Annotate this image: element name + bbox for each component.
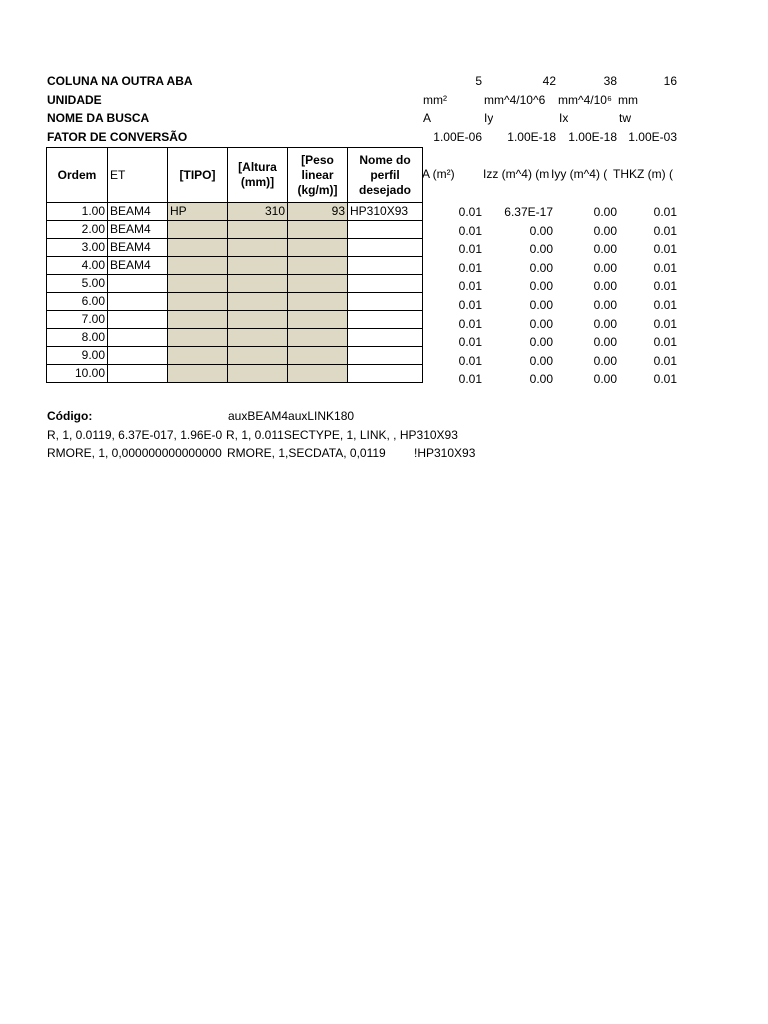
code-label: Código: bbox=[47, 409, 93, 423]
calc-cell: 0.00 bbox=[529, 353, 553, 368]
calc-cell: 0.01 bbox=[653, 297, 677, 312]
header-label-coluna: COLUNA NA OUTRA ABA bbox=[47, 74, 193, 88]
cell-ordem: 7.00 bbox=[47, 311, 108, 329]
calc-row bbox=[422, 315, 682, 334]
header-peso: [Peso linear (kg/m)] bbox=[288, 148, 348, 203]
cell-nome bbox=[348, 365, 423, 383]
cell-altura[interactable] bbox=[228, 365, 288, 383]
cell-et bbox=[108, 275, 168, 293]
cell-ordem: 6.00 bbox=[47, 293, 108, 311]
calc-cell: 0.01 bbox=[653, 242, 677, 257]
cell-et bbox=[108, 293, 168, 311]
calc-row bbox=[422, 277, 682, 296]
calc-cell: 0.01 bbox=[458, 242, 482, 257]
unit-ix: mm^4/10⁶ bbox=[558, 93, 612, 107]
code-line1-b: R, 1, 0.011SECTYPE, 1, LINK, , HP310X93 bbox=[226, 428, 458, 442]
cell-ordem: 9.00 bbox=[47, 347, 108, 365]
search-tw: tw bbox=[619, 111, 631, 125]
calc-row bbox=[422, 203, 682, 222]
table-row bbox=[47, 275, 423, 293]
calc-header-iyy: Iyy (m^4) ( bbox=[551, 167, 608, 181]
calc-cell: 0.01 bbox=[458, 297, 482, 312]
table-row bbox=[47, 329, 423, 347]
calc-cell: 0.00 bbox=[593, 372, 617, 387]
header-nome: Nome do perfil desejado bbox=[348, 148, 423, 203]
cell-tipo[interactable] bbox=[168, 221, 228, 239]
coluna-value-tw: 16 bbox=[663, 74, 677, 88]
cell-tipo[interactable] bbox=[168, 347, 228, 365]
cell-tipo[interactable] bbox=[168, 239, 228, 257]
calc-row bbox=[422, 296, 682, 315]
calc-cell: 0.01 bbox=[653, 223, 677, 238]
unit-iy: mm^4/10^6 bbox=[484, 93, 546, 107]
cell-nome bbox=[348, 221, 423, 239]
cell-nome: HP310X93 bbox=[348, 203, 423, 221]
calc-cell: 0.00 bbox=[593, 242, 617, 257]
cell-altura[interactable] bbox=[228, 293, 288, 311]
calc-cell: 0.00 bbox=[593, 335, 617, 350]
cell-ordem: 3.00 bbox=[47, 239, 108, 257]
cell-et bbox=[108, 365, 168, 383]
cell-et: BEAM4 bbox=[108, 221, 168, 239]
search-iy: Iy bbox=[484, 111, 494, 125]
calc-header-a: A (m²) bbox=[422, 167, 455, 181]
cell-tipo[interactable] bbox=[168, 311, 228, 329]
calc-header-izz: Izz (m^4) (m bbox=[483, 167, 550, 181]
cell-nome bbox=[348, 311, 423, 329]
unit-tw: mm bbox=[618, 93, 638, 107]
cell-nome bbox=[348, 257, 423, 275]
cell-nome bbox=[348, 347, 423, 365]
cell-altura[interactable] bbox=[228, 311, 288, 329]
calc-cell: 0.00 bbox=[529, 242, 553, 257]
calc-header-row bbox=[422, 147, 682, 203]
calc-cell: 0.01 bbox=[458, 223, 482, 238]
calc-cell: 0.01 bbox=[458, 260, 482, 275]
cell-et: BEAM4 bbox=[108, 203, 168, 221]
table-row bbox=[47, 365, 423, 383]
calc-cell: 0.00 bbox=[593, 297, 617, 312]
calc-cell: 0.01 bbox=[458, 205, 482, 219]
calc-cell: 0.00 bbox=[593, 260, 617, 275]
cell-peso[interactable] bbox=[288, 275, 348, 293]
calc-row bbox=[422, 259, 682, 278]
coluna-value-a: 5 bbox=[475, 74, 482, 88]
calc-cell: 0.00 bbox=[529, 297, 553, 312]
cell-ordem: 10.00 bbox=[47, 365, 108, 383]
calc-cell: 0.00 bbox=[593, 316, 617, 331]
calc-cell: 0.01 bbox=[653, 372, 677, 387]
header-tipo: [TIPO] bbox=[168, 148, 228, 203]
cell-nome bbox=[348, 293, 423, 311]
cell-peso[interactable] bbox=[288, 293, 348, 311]
calc-cell: 0.01 bbox=[653, 279, 677, 294]
calc-cell: 0.00 bbox=[529, 335, 553, 350]
code-aux: auxBEAM4auxLINK180 bbox=[228, 409, 355, 423]
calc-block bbox=[422, 147, 682, 389]
calc-cell: 0.00 bbox=[593, 353, 617, 368]
table-row bbox=[47, 203, 423, 221]
cell-et bbox=[108, 311, 168, 329]
calc-cell: 0.01 bbox=[653, 205, 677, 219]
calc-cell: 0.00 bbox=[529, 279, 553, 294]
cell-altura[interactable] bbox=[228, 257, 288, 275]
code-line2-b: RMORE, 1,SECDATA, 0,0119 bbox=[227, 446, 386, 460]
cell-tipo[interactable] bbox=[168, 365, 228, 383]
cell-et bbox=[108, 329, 168, 347]
header-et: ET bbox=[108, 148, 168, 203]
factor-iy: 1.00E-18 bbox=[507, 130, 556, 144]
table-row bbox=[47, 239, 423, 257]
cell-nome bbox=[348, 275, 423, 293]
calc-cell: 0.00 bbox=[593, 223, 617, 238]
calc-cell: 6.37E-17 bbox=[504, 205, 553, 219]
coluna-value-iy: 42 bbox=[542, 74, 556, 88]
table-row bbox=[47, 347, 423, 365]
cell-altura[interactable] bbox=[228, 221, 288, 239]
calc-cell: 0.01 bbox=[458, 335, 482, 350]
cell-ordem: 4.00 bbox=[47, 257, 108, 275]
cell-et bbox=[108, 347, 168, 365]
unit-a: mm² bbox=[423, 93, 447, 107]
calc-cell: 0.00 bbox=[593, 205, 617, 219]
calc-cell: 0.00 bbox=[593, 279, 617, 294]
cell-tipo[interactable]: HP bbox=[168, 203, 228, 221]
calc-cell: 0.01 bbox=[458, 372, 482, 387]
cell-ordem: 1.00 bbox=[47, 203, 108, 221]
header-label-fator: FATOR DE CONVERSÃO bbox=[47, 130, 188, 144]
search-ix: Ix bbox=[559, 111, 569, 125]
cell-altura[interactable] bbox=[228, 275, 288, 293]
table-row bbox=[47, 311, 423, 329]
cell-et: BEAM4 bbox=[108, 239, 168, 257]
cell-ordem: 8.00 bbox=[47, 329, 108, 347]
calc-cell: 0.00 bbox=[529, 223, 553, 238]
calc-cell: 0.01 bbox=[653, 335, 677, 350]
cell-altura[interactable] bbox=[228, 347, 288, 365]
calc-cell: 0.01 bbox=[458, 316, 482, 331]
cell-nome bbox=[348, 239, 423, 257]
factor-tw: 1.00E-03 bbox=[628, 130, 677, 144]
cell-ordem: 2.00 bbox=[47, 221, 108, 239]
calc-cell: 0.01 bbox=[653, 260, 677, 275]
cell-altura[interactable] bbox=[228, 239, 288, 257]
cell-peso[interactable] bbox=[288, 365, 348, 383]
header-label-unidade: UNIDADE bbox=[47, 93, 102, 107]
calc-row bbox=[422, 333, 682, 352]
cell-ordem: 5.00 bbox=[47, 275, 108, 293]
cell-tipo[interactable] bbox=[168, 257, 228, 275]
cell-peso[interactable] bbox=[288, 239, 348, 257]
cell-tipo[interactable] bbox=[168, 293, 228, 311]
calc-cell: 0.00 bbox=[529, 316, 553, 331]
coluna-value-ix: 38 bbox=[603, 74, 617, 88]
cell-peso[interactable] bbox=[288, 221, 348, 239]
cell-et: BEAM4 bbox=[108, 257, 168, 275]
header-label-busca: NOME DA BUSCA bbox=[47, 111, 150, 125]
cell-peso[interactable] bbox=[288, 329, 348, 347]
cell-tipo[interactable] bbox=[168, 329, 228, 347]
header-ordem: Ordem bbox=[47, 148, 108, 203]
cell-altura[interactable] bbox=[228, 329, 288, 347]
search-a: A bbox=[423, 111, 432, 125]
code-line2-c: !HP310X93 bbox=[414, 446, 476, 460]
calc-cell: 0.01 bbox=[458, 279, 482, 294]
table-header-row bbox=[47, 148, 423, 203]
cell-peso[interactable]: 93 bbox=[288, 203, 348, 221]
factor-a: 1.00E-06 bbox=[433, 130, 482, 144]
calc-row bbox=[422, 222, 682, 241]
header-altura: [Altura (mm)] bbox=[228, 148, 288, 203]
cell-tipo[interactable] bbox=[168, 275, 228, 293]
calc-row bbox=[422, 240, 682, 259]
calc-cell: 0.00 bbox=[529, 372, 553, 387]
table-row bbox=[47, 257, 423, 275]
cell-peso[interactable] bbox=[288, 311, 348, 329]
table-row bbox=[47, 221, 423, 239]
calc-cell: 0.01 bbox=[653, 316, 677, 331]
calc-row bbox=[422, 370, 682, 389]
table-row bbox=[47, 293, 423, 311]
calc-cell: 0.00 bbox=[529, 260, 553, 275]
calc-cell: 0.01 bbox=[458, 353, 482, 368]
cell-altura[interactable]: 310 bbox=[228, 203, 288, 221]
profile-table bbox=[46, 147, 423, 383]
cell-peso[interactable] bbox=[288, 347, 348, 365]
code-line2-a: RMORE, 1, 0,000000000000000 bbox=[47, 446, 222, 460]
cell-nome bbox=[348, 329, 423, 347]
calc-cell: 0.01 bbox=[653, 353, 677, 368]
calc-row bbox=[422, 352, 682, 371]
factor-ix: 1.00E-18 bbox=[568, 130, 617, 144]
code-line1-a: R, 1, 0.0119, 6.37E-017, 1.96E-0 bbox=[47, 428, 223, 442]
cell-peso[interactable] bbox=[288, 257, 348, 275]
calc-header-thkz: THKZ (m) ( bbox=[613, 167, 673, 181]
